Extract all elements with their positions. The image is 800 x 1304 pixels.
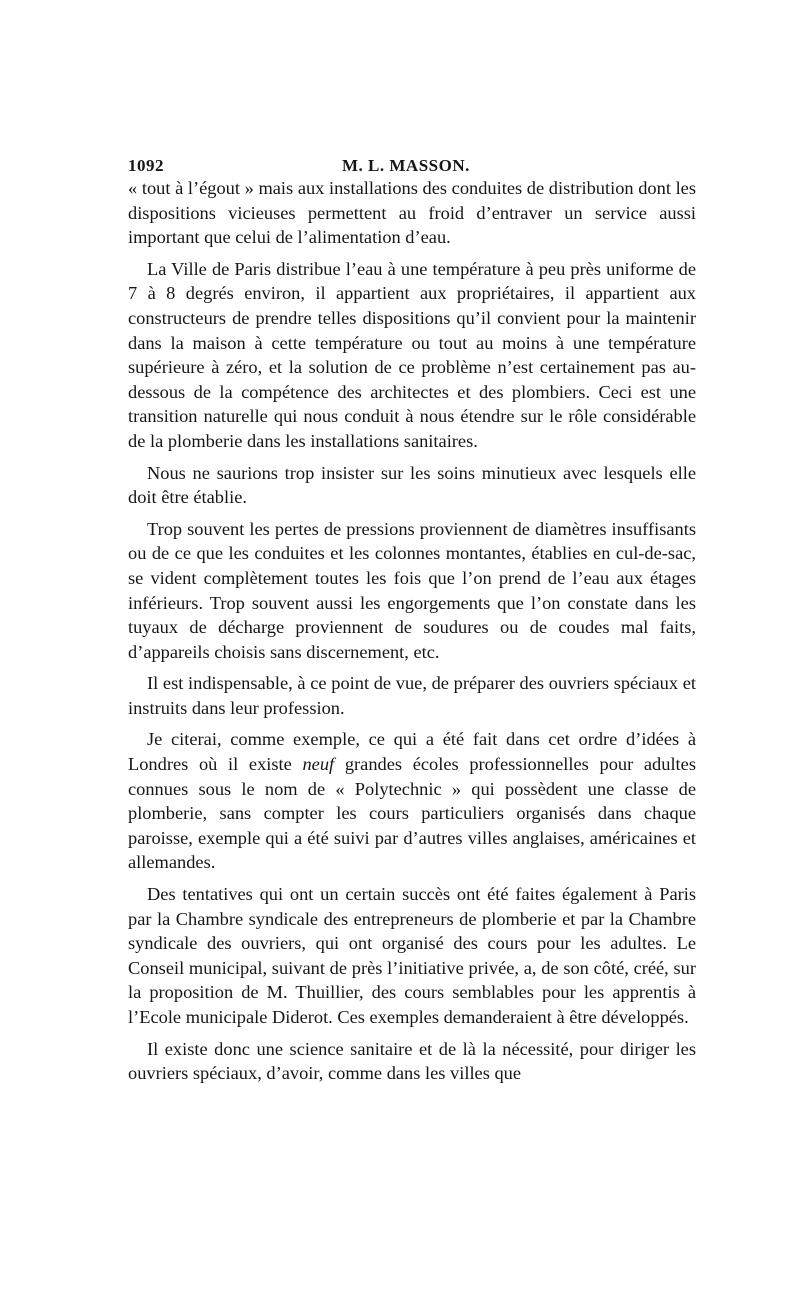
paragraph-minute-care: Nous ne saurions trop insister sur les soins minutieux avec lesquels elle doit être établie. xyxy=(128,462,696,508)
paragraph-water-temperature: La Ville de Paris distribue l’eau à une température à peu près uniforme de 7 à 8 degrés environ, il appartient aux propriétaires, il appartient aux constructeurs de prendre telles dispositions qu’il convient pour la maintenir dans la maison à cette température ou tout au moins à une température supérieure à zéro, et la solution de ce problème n’est certainement pas au-dessous de la compétence des architectes et des plombiers. Ceci est une transition naturelle qui nous conduit à nous étendre sur le rôle considérable de la plomberie dans les installations sanitaires. xyxy=(128,258,696,451)
london-text-before: Je citerai, comme exemple, ce qui a été fait dans cet ordre d’idées à Londres où il existe xyxy=(128,729,696,775)
emphasized-word: neuf xyxy=(302,754,335,775)
paragraph-pressure-losses: Trop souvent les pertes de pressions proviennent de diamètres insuffisants ou de ce que les conduites et les colonnes montantes, établies en cul-de-sac, se vident complètement toutes les fois que l’on prend de l’eau aux étages inférieurs. Trop souvent aussi les engorgements que l’on constate dans les tuyaux de décharge proviennent de soudures ou de coudes mal faits, d’appareils choisis sans discernement, etc. xyxy=(128,518,696,662)
paragraph-london-example xyxy=(128,727,696,875)
london-text-after: grandes écoles professionnelles pour adultes connues sous le nom de « Polytechnic » qui possèdent une classe de plomberie, sans compter les cours particuliers organisés dans chaque paroisse, exemple qui a été suivi par d’autres villes anglaises, américaines et allemandes. xyxy=(128,754,696,873)
book-page xyxy=(128,150,696,1086)
paragraph-paris-attempts: Des tentatives qui ont un certain succès ont été faites également à Paris par la Chambre syndicale des entrepreneurs de plomberie et par la Chambre syndicale des ouvriers, qui ont organisé des cours pour les adultes. Le Conseil municipal, suivant de près l’initiative privée, a, de son côté, créé, sur la proposition de M. Thuillier, des cours semblables pour les apprentis à l’Ecole municipale Diderot. Ces exemples demanderaient à être développés. xyxy=(128,884,696,1027)
running-title: M. L. MASSON. xyxy=(342,156,470,175)
running-head xyxy=(128,150,696,176)
body-text xyxy=(128,176,696,1086)
page-number: 1092 xyxy=(128,156,164,175)
paragraph-continuation: « tout à l’égout » mais aux installations des conduites de distribution dont les dispositions vicieuses permettent au froid d’entraver un service aussi important que celui de l’alimentation d’eau. xyxy=(128,178,696,248)
paragraph-sanitary-science: Il existe donc une science sanitaire et de là la nécessité, pour diriger les ouvriers spéciaux, d’avoir, comme dans les villes que xyxy=(128,1038,696,1084)
paragraph-training-workers: Il est indispensable, à ce point de vue, de préparer des ouvriers spéciaux et instruits dans leur profession. xyxy=(128,673,696,718)
